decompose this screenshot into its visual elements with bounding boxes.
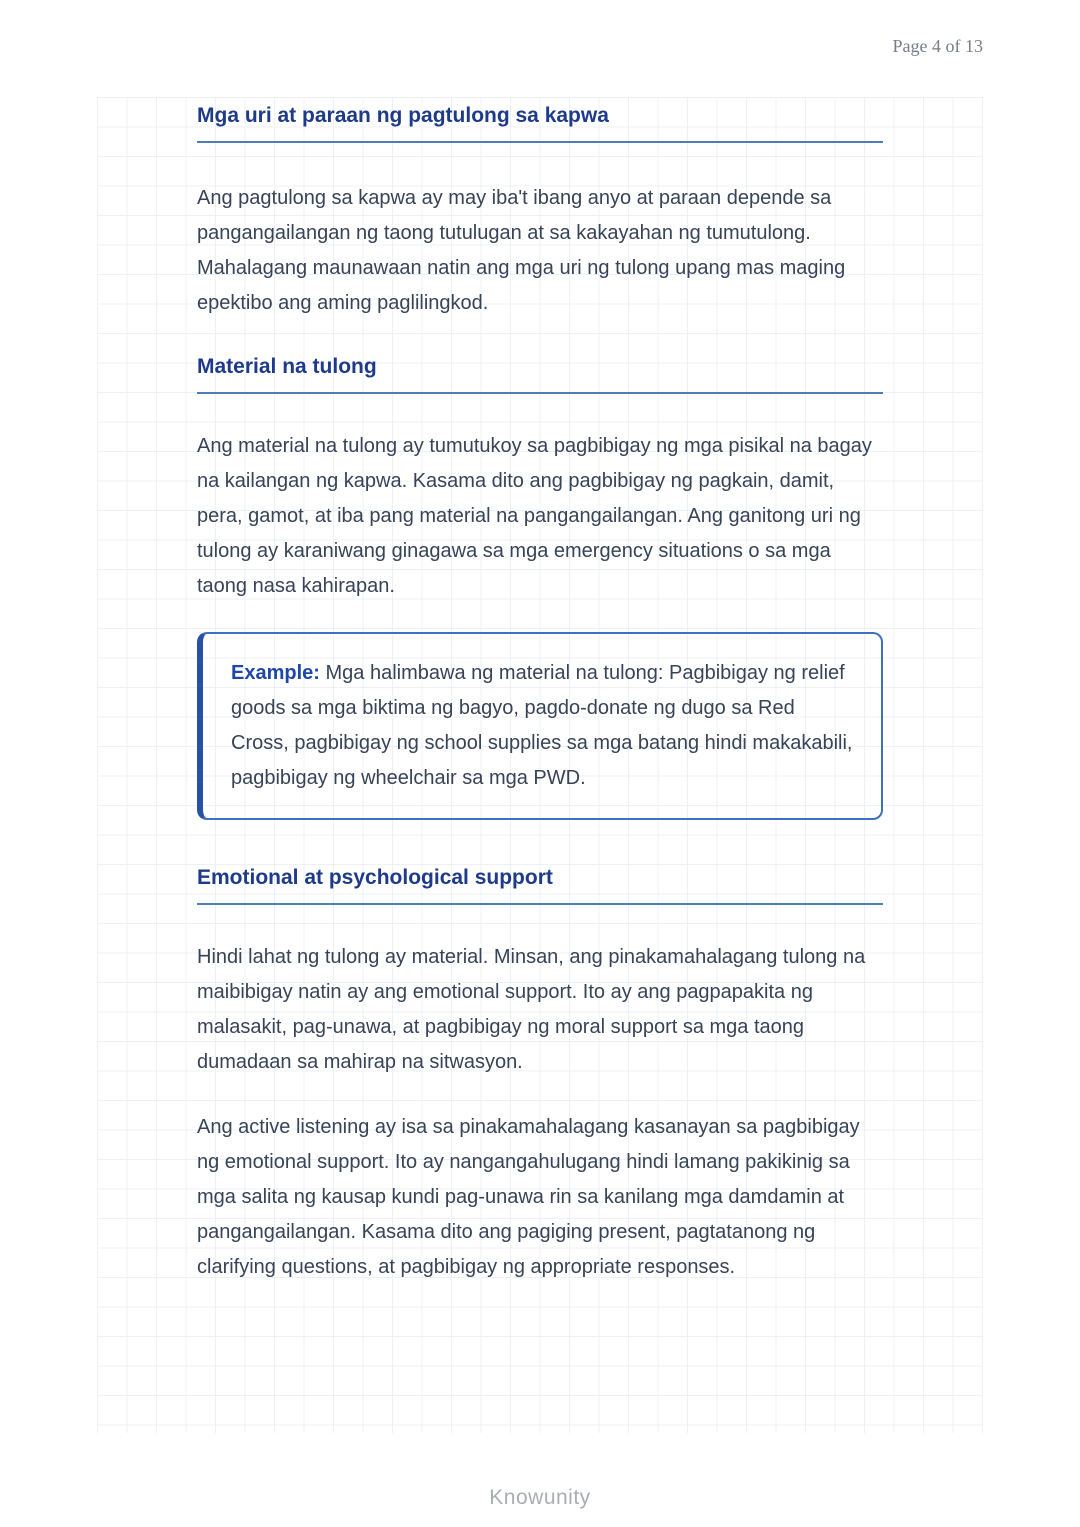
section-heading-material-na-tulong: Material na tulong — [197, 354, 883, 394]
example-callout — [197, 632, 883, 820]
paragraph-active-listening: Ang active listening ay isa sa pinakamahalagang kasanayan sa pagbibigay ng emotional support. Ito ay nangangahulugang hindi lamang pakikinig sa mga salita ng kausap kundi pag-unawa rin sa kanilang mga damdamin at pangangailangan. Kasama dito ang pagiging present, pagtatanong ng clarifying questions, at pagbibigay ng appropriate responses. — [197, 1116, 860, 1278]
example-label: Example: — [231, 662, 320, 684]
example-body: Mga halimbawa ng material na tulong: Pagbibigay ng relief goods sa mga biktima ng bagyo, pagdo-donate ng dugo sa Red Cross, pagbibigay ng school supplies sa mga batang hindi makakabili, pagbibigay ng wheelchair sa mga PWD. — [231, 662, 853, 789]
document-content — [197, 97, 883, 1285]
footer-brand: Knowunity — [489, 1486, 591, 1509]
paragraph-intro: Ang pagtulong sa kapwa ay may iba't ibang anyo at paraan depende sa pangangailangan ng taong tutulugan at sa kakayahan ng tumutulong. Mahalagang maunawaan natin ang mga uri ng tulong upang mas maging epektibo ang aming paglilingkod. — [197, 187, 846, 314]
page-indicator: Page 4 of 13 — [892, 36, 983, 56]
notebook-grid-background — [97, 97, 983, 1433]
paragraph-material: Ang material na tulong ay tumutukoy sa pagbibigay ng mga pisikal na bagay na kailangan ng kapwa. Kasama dito ang pagbibigay ng pagkain, damit, pera, gamot, at iba pang material na pangangailangan. Ang ganitong uri ng tulong ay karaniwang ginagawa sa mga emergency situations o sa mga taong nasa kahirapan. — [197, 435, 872, 597]
section-heading-mga-uri: Mga uri at paraan ng pagtulong sa kapwa — [197, 103, 883, 143]
paragraph-emotional-support: Hindi lahat ng tulong ay material. Minsan, ang pinakamahalagang tulong na maibibigay natin ay ang emotional support. Ito ay ang pagpapakita ng malasakit, pag-unawa, at pagbibigay ng moral support sa mga taong dumadaan sa mahirap na sitwasyon. — [197, 946, 866, 1073]
section-heading-emotional-support: Emotional at psychological support — [197, 865, 883, 905]
example-text — [231, 656, 853, 796]
